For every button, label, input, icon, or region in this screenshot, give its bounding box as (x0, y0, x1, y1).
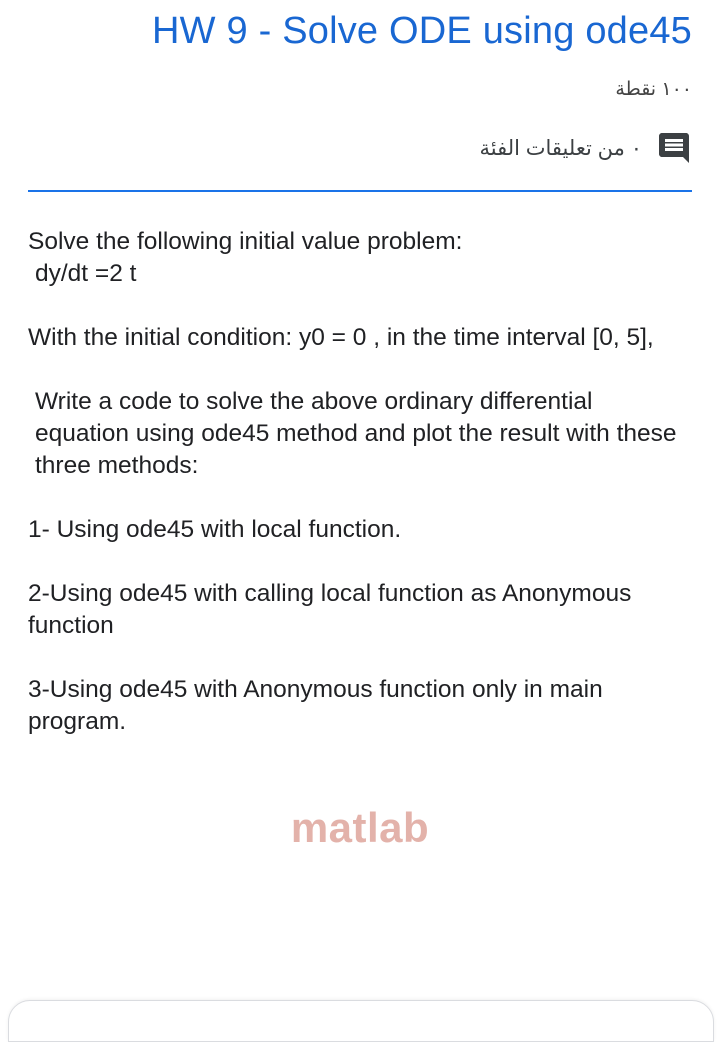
method-item-3: 3-Using ode45 with Anonymous function only in main program. (28, 676, 603, 735)
ode-equation: dy/dt =2 t (35, 260, 137, 287)
comment-icon (656, 130, 692, 166)
bottom-sheet[interactable] (8, 1000, 714, 1042)
assignment-title: HW 9 - Solve ODE using ode45 (152, 10, 692, 52)
problem-statement: Solve the following initial value problem: (28, 228, 463, 255)
method-item-2: 2-Using ode45 with calling local function as Anonymous function (28, 580, 632, 639)
header-divider (28, 190, 692, 192)
task-description: Write a code to solve the above ordinary differential equation using ode45 method and plot the result with these three methods: (35, 388, 677, 479)
watermark-text: matlab (290, 804, 430, 851)
class-comments-count: ٠ من تعليقات الفئة (479, 136, 642, 160)
initial-condition: With the initial condition: y0 = 0 , in the time interval [0, 5], (28, 324, 654, 351)
assignment-description (28, 226, 692, 738)
method-item-1: 1- Using ode45 with local function. (28, 516, 402, 543)
assignment-points: ١٠٠ نقطة (615, 79, 692, 100)
class-comments-link[interactable] (479, 128, 692, 168)
